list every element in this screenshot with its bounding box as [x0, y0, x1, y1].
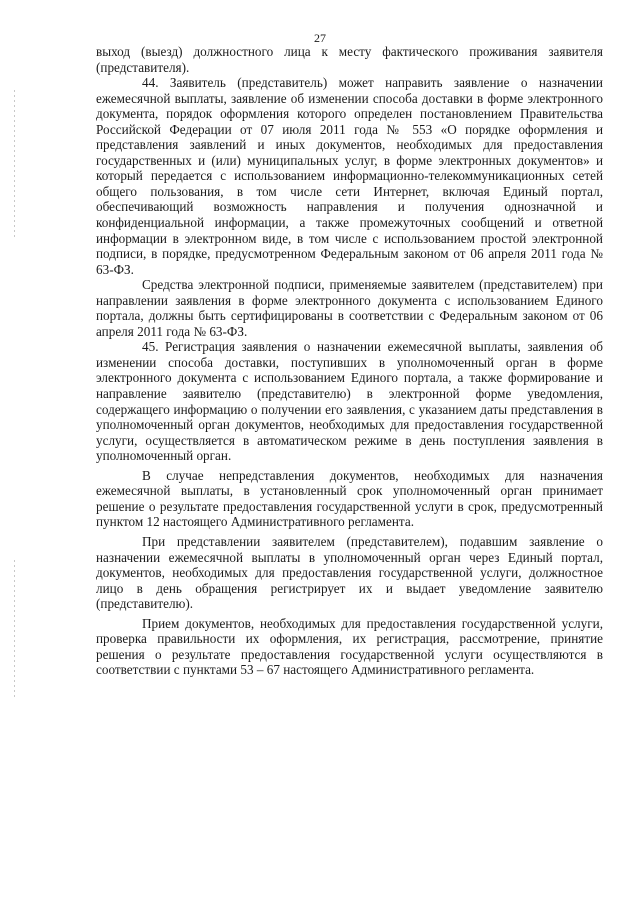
- paragraph-document-acceptance: Прием документов, необходимых для предоставления государственной услуги, проверка правильности их оформления, их регистрация, рассмотрение, принятие решения о результате предоставления государственной услуги осуществляются в соответствии с пунктами 53 – 67 настоящего Административного регламента.: [96, 615, 603, 678]
- document-body: [96, 44, 603, 678]
- scan-edge-mark: [14, 90, 15, 240]
- paragraph-item-45: 45. Регистрация заявления о назначении ежемесячной выплаты, заявления об изменении способа доставки, поступивших в уполномоченный орган в форме электронного документа с использованием Единого портала, а также формирование и направление заявителю (представителю) в электронной форме уведомления, содержащего информацию о получении его заявления, с указанием даты представления в уполномоченный орган документов, необходимых для предоставления государственной услуги, осуществляется в автоматическом режиме в день поступления заявления в уполномоченный орган.: [96, 339, 603, 464]
- paragraph-submission-via-portal: При представлении заявителем (представителем), подавшим заявление о назначении ежемесячной выплаты в уполномоченный орган через Единый портал, документов, необходимых для предоставления государственной услуги, должностное лицо в день обращения регистрирует их и выдает уведомление заявителю (представителю).: [96, 533, 603, 612]
- page-number: 27: [314, 31, 326, 45]
- paragraph-item-44: 44. Заявитель (представитель) может направить заявление о назначении ежемесячной выплаты, заявление об изменении способа доставки в форме электронного документа, порядок оформления которого определен постановлением Правительства Российской Федерации от 07 июля 2011 года № 553 «О порядке оформления и представления заявлений и иных документов, необходимых для предоставления государственных и (или) муниципальных услуг, в форме электронных документов» и который передается с использованием информационно-телекоммуникационных сетей общего пользования, в том числе сети Интернет, включая Единый портал, обеспечивающий возможность направления и получения однозначной и конфиденциальной информации, а также промежуточных сообщений и ответной информации в электронном виде, в том числе с использованием простой электронной подписи, в порядке, предусмотренном Федеральным законом от 06 апреля 2011 года № 63-ФЗ.: [96, 75, 603, 277]
- paragraph-continuation: выход (выезд) должностного лица к месту фактического проживания заявителя (представителя).: [96, 44, 603, 75]
- scan-edge-mark: [14, 560, 15, 700]
- paragraph-non-submission: В случае непредставления документов, необходимых для назначения ежемесячной выплаты, в установленный срок уполномоченный орган принимает решение о результате предоставления государственной услуги в срок, предусмотренный пунктом 12 настоящего Административного регламента.: [96, 467, 603, 530]
- paragraph-electronic-signature: Средства электронной подписи, применяемые заявителем (представителем) при направлении заявления в форме электронного документа с использованием Единого портала, должны быть сертифицированы в соответствии с Федеральным законом от 06 апреля 2011 года № 63-ФЗ.: [96, 277, 603, 339]
